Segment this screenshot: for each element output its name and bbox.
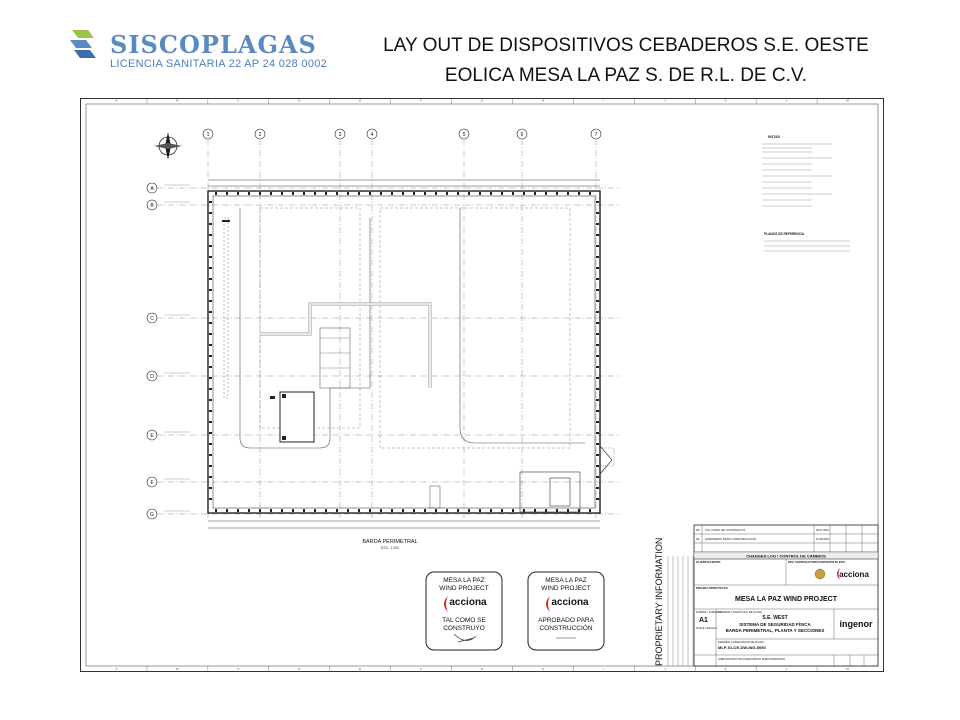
plan-scale: ESC. 1:200 — [381, 546, 399, 550]
code-label: DRAWING CODE/CÓDIGO DE PLANO — [718, 641, 764, 644]
sheet-column-marker: F — [420, 98, 422, 103]
title-block — [694, 525, 878, 666]
grid-row-label: D — [150, 374, 154, 380]
engineer-logo: ingenor — [839, 619, 873, 629]
sheet-column-marker: H — [541, 98, 545, 103]
sheet-column-marker: C — [237, 98, 240, 103]
brand-mark-icon — [66, 26, 100, 62]
stamp-status-1: APROBADO PARA — [538, 617, 594, 624]
grid-row-label: A — [150, 186, 154, 192]
page-title-line-1: LAY OUT DE DISPOSITIVOS CEBADEROS S.E. OESTE — [383, 35, 869, 56]
proprietary-title: PROPRIETARY INFORMATION — [654, 537, 664, 666]
refs-title: PLANOS DE REFERENCIA — [764, 232, 805, 236]
plan-label: BARDA PERIMETRAL — [362, 539, 418, 545]
sheet-column-marker: A — [115, 667, 118, 671]
sheet-column-marker: E — [359, 667, 362, 671]
stamp-project-2: WIND PROJECT — [439, 585, 489, 592]
rev-date: 25.07.2019 — [816, 529, 829, 532]
rev-desc: TAL COMO SE CONSTRUYÓ — [705, 528, 746, 532]
grid-row-label: G — [150, 512, 154, 518]
rev-date: 15.08.2018 — [816, 538, 829, 541]
grid-column-label: 7 — [594, 132, 598, 138]
grid-column-label: 4 — [370, 132, 374, 138]
format-label: FORMAT / FORMATO — [696, 611, 722, 614]
sheet-column-marker: L — [785, 98, 788, 103]
stamp-status-2: CONSTRUYO — [443, 625, 485, 632]
sheet-column-marker: D — [298, 667, 301, 671]
drawing-system: SISTEMA DE SEGURIDAD FÍSICA — [739, 622, 811, 627]
brand-logo — [66, 26, 356, 76]
drawing-title-label: DRAWING TITLE/TÍTULO DE PLANO — [718, 611, 762, 614]
rev-desc: APROBADO PARA CONSTRUCCIÓN — [705, 537, 756, 541]
drawing-code: MLP-01-CE-DW-ING-5050 — [718, 645, 766, 650]
sheet-column-marker: M — [846, 667, 849, 671]
notes-title: NOTAS — [768, 135, 780, 139]
stamp-as-built — [426, 572, 502, 650]
sheet-column-marker: E — [359, 98, 362, 103]
sheet-column-marker: G — [480, 667, 484, 671]
grid-row-label: C — [150, 316, 154, 322]
sheet-column-marker: H — [541, 667, 545, 671]
client-label: CLIENT/CLIENTE — [696, 560, 721, 564]
stamp-status-1: TAL COMO SE — [442, 617, 486, 624]
grid-column-label: 1 — [206, 132, 210, 138]
stamp-project: MESA LA PAZ — [443, 577, 485, 584]
stamp-project: MESA LA PAZ — [545, 577, 587, 584]
changes-log-title: CHANGES LOG / CONTROL DE CAMBIOS — [746, 553, 826, 559]
grid-row-label: B — [150, 203, 154, 209]
sheet-column-marker: J — [664, 98, 666, 103]
sheet-column-marker: B — [176, 667, 179, 671]
project-name: MESA LA PAZ WIND PROJECT — [734, 596, 838, 603]
sheet-column-marker: J — [664, 667, 666, 671]
sheet-column-marker: G — [480, 98, 484, 103]
grid-column-label: 3 — [338, 132, 342, 138]
drawing-subtitle: S.E. WEST — [762, 615, 788, 621]
sheet-column-marker: C — [237, 667, 240, 671]
stamp-company: acciona — [449, 597, 487, 608]
stamp-status-2: CONSTRUCCIÓN — [539, 625, 593, 632]
sheet-column-marker: F — [420, 667, 422, 671]
stamp-approved — [528, 572, 604, 650]
sheet-column-marker: A — [115, 98, 118, 103]
grid-row-label: E — [150, 433, 154, 439]
brand-name: SISCOPLAGAS — [110, 30, 317, 59]
sheet-column-marker: K — [724, 98, 727, 103]
grid-column-label: 5 — [462, 132, 466, 138]
sheet-column-marker: L — [785, 667, 788, 671]
sheet-column-marker: M — [846, 98, 849, 103]
sheet-column-marker: I — [603, 98, 605, 103]
rev-number: 02 — [696, 537, 700, 541]
stamp-company: acciona — [551, 597, 589, 608]
stamp-project-2: WIND PROJECT — [541, 585, 591, 592]
sheet-column-marker: I — [603, 667, 605, 671]
sheet-column-marker: B — [176, 98, 179, 103]
sheet-column-marker: K — [724, 667, 727, 671]
grid-column-label: 6 — [520, 132, 524, 138]
format-value: A1 — [699, 617, 708, 624]
rev-number: 03 — [696, 528, 700, 532]
drawing-sheet — [80, 98, 884, 672]
grid-row-label: F — [150, 480, 154, 486]
scale-label: SCALE / ESCALA — [696, 627, 717, 630]
project-label: PROJECT/PROYECTO — [696, 586, 728, 590]
epc-company: acciona — [839, 570, 869, 579]
sub-label: SUBCONTRACTOR CODE/CÓDIGO SUBCONTRATISTA — [718, 658, 786, 661]
page-title-line-2: EOLICA MESA LA PAZ S. DE R.L. DE C.V. — [444, 65, 808, 86]
sheet-column-marker: D — [298, 98, 301, 103]
drawing-desc: BARDA PERIMETRAL, PLANTA Y SECCIONES — [725, 628, 825, 633]
epc-label: EPC CONTRACTOR/CONTRATISTA EPC — [788, 560, 846, 564]
grid-column-label: 2 — [258, 132, 262, 138]
brand-license: LICENCIA SANITARIA 22 AP 24 028 0002 — [110, 58, 328, 70]
